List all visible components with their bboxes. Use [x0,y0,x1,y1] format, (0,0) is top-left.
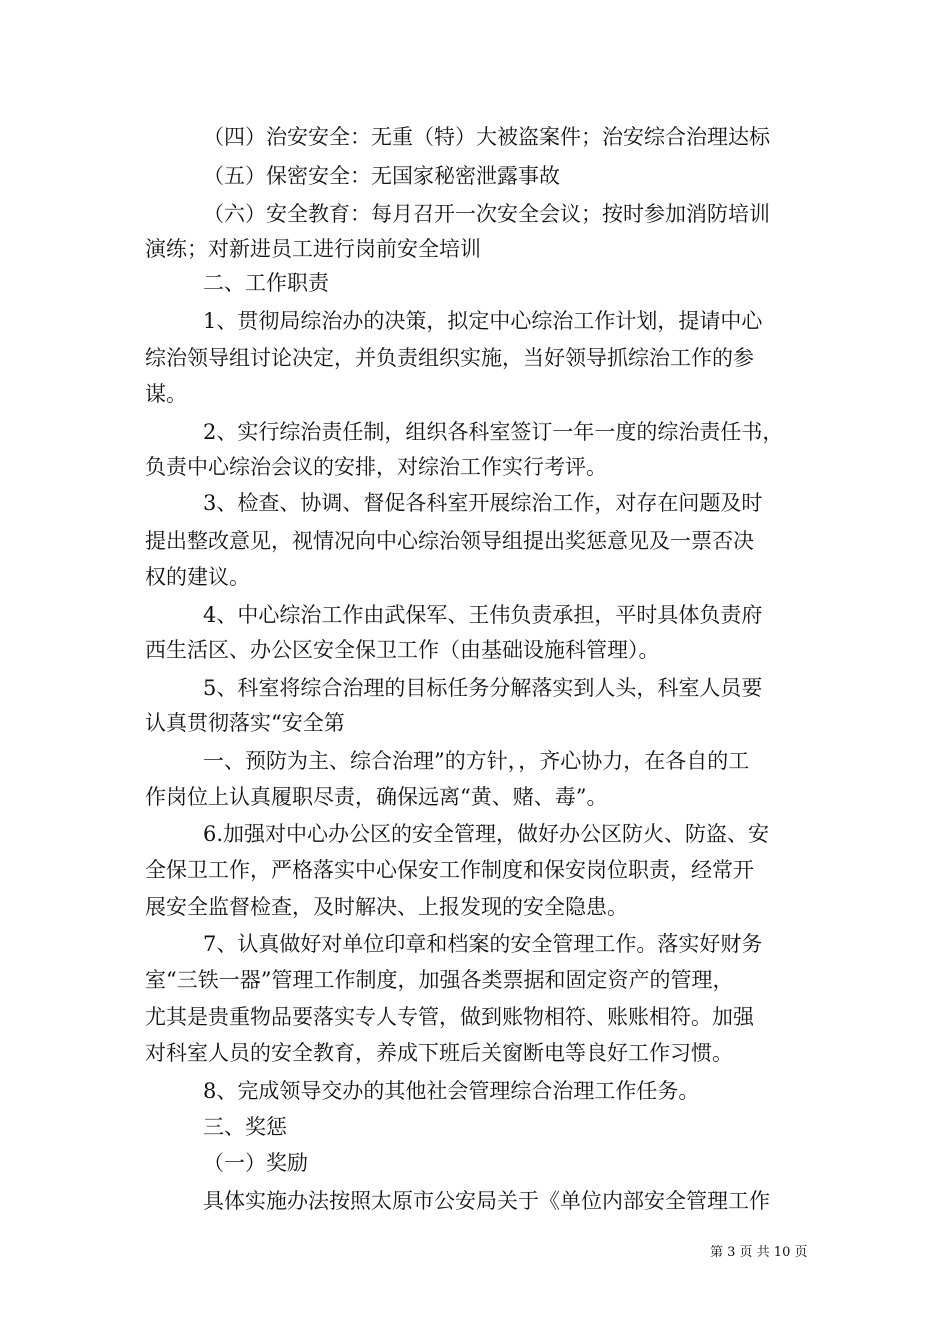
text-line: 具体实施办法按照太原市公安局关于《单位内部安全管理工作 [203,1189,770,1213]
text-line: 负责中心综治会议的安排，对综治工作实行考评。 [145,455,607,479]
text-line: 尤其是贵重物品要落实专人专管，做到账物相符、账账相符。加强 [145,1005,754,1029]
text-line: 西生活区、办公区安全保卫工作（由基础设施科管理）。 [145,638,660,662]
section-heading: 二、工作职责 [203,271,329,295]
text-line: 室“三铁一器”管理工作制度，加强各类票据和固定资产的管理， [145,968,734,992]
page-number: 第 3 页 共 10 页 [710,1245,808,1260]
text-line: （五）保密安全：无国家秘密泄露事故 [203,164,560,188]
text-line: （六）安全教育：每月召开一次安全会议；按时参加消防培训 [203,202,770,226]
text-line: 7、认真做好对单位印章和档案的安全管理工作。落实好财务 [203,932,763,956]
text-line: 6.加强对中心办公区的安全管理，做好办公区防火、防盗、安 [203,822,770,846]
text-line: 一、预防为主、综合治理”的方针，，齐心协力，在各自的工 [203,749,750,773]
text-line: 认真贯彻落实“安全第 [145,711,345,735]
text-line: 谋。 [145,382,187,406]
section-heading: 三、奖惩 [203,1115,287,1139]
text-line: 演练；对新进员工进行岗前安全培训 [145,237,481,261]
text-line: （四）治安安全：无重（特）大被盗案件；治安综合治理达标 [203,125,770,149]
text-line: 全保卫工作，严格落实中心保安工作制度和保安岗位职责，经常开 [145,858,754,882]
text-line: 3、检查、协调、督促各科室开展综治工作，对存在问题及时 [203,491,763,515]
text-line: 1、贯彻局综治办的决策，拟定中心综治工作计划，提请中心 [203,309,763,333]
text-line: 对科室人员的安全教育，养成下班后关窗断电等良好工作习惯。 [145,1041,733,1065]
text-line: 权的建议。 [145,565,250,589]
text-line: 提出整改意见，视情况向中心综治领导组提出奖惩意见及一票否决 [145,529,754,553]
text-line: 4、中心综治工作由武保军、王伟负责承担，平时具体负责府 [203,603,763,627]
sub-heading: （一）奖励 [203,1151,308,1175]
text-line: 展安全监督检查，及时解决、上报发现的安全隐患。 [145,895,628,919]
text-line: 5、科室将综合治理的目标任务分解落实到人头，科室人员要 [203,676,763,700]
text-line: 8、完成领导交办的其他社会管理综合治理工作任务。 [203,1079,700,1103]
text-line: 作岗位上认真履职尽责，确保远离“黄、赌、毒”。 [145,785,608,809]
text-line: 综治领导组讨论决定，并负责组织实施，当好领导抓综治工作的参 [145,346,754,370]
text-line: 2、实行综治责任制，组织各科室签订一年一度的综治责任书， [203,420,784,444]
